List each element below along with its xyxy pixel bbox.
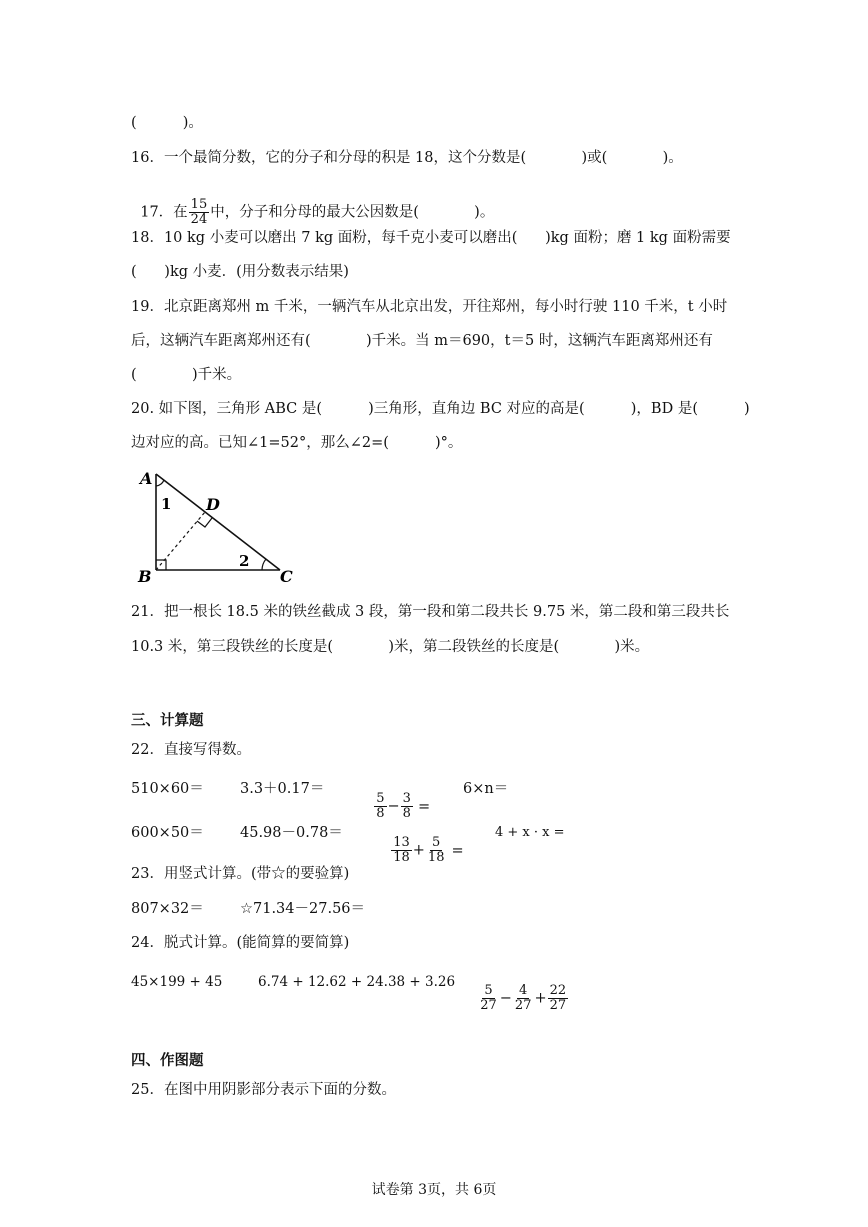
side-ac <box>156 474 280 570</box>
question-19-line3: ( )千米。 <box>131 367 242 383</box>
q22-r1c3-den2: 8 <box>402 806 411 821</box>
question-25: 25．在图中用阴影部分表示下面的分数。 <box>131 1082 396 1098</box>
question-19-line2: 后，这辆汽车距离郑州还有( )千米。当 m＝690，t＝5 时，这辆汽车距离郑州还有 <box>131 333 713 349</box>
angle-label-2: 2 <box>239 552 250 570</box>
q22-r2c3-den2: 18 <box>427 850 445 865</box>
question-20-line1: 20. 如下图，三角形 ABC 是( )三角形，直角边 BC 对应的高是( )，BD 是( ) <box>131 401 750 417</box>
question-21-line2: 10.3 米，第三段铁丝的长度是( )米，第二段铁丝的长度是( )米。 <box>131 639 650 655</box>
q22-r2c3-num2: 5 <box>432 835 441 850</box>
label-c: C <box>280 567 293 586</box>
q17-fraction <box>189 198 210 227</box>
question-20-line2: 边对应的高。已知∠1=52°，那么∠2=( )°。 <box>131 435 463 451</box>
label-d: D <box>206 495 220 514</box>
q24-e3-den1: 27 <box>480 998 497 1013</box>
q24-e3-op1: − <box>499 990 512 1007</box>
label-b: B <box>138 567 152 586</box>
q22-r2c3-num1: 13 <box>393 835 410 850</box>
q22-r2c2: 45.98－0.78＝ <box>240 825 343 841</box>
q22-r2c1: 600×50＝ <box>131 825 204 841</box>
q24-e3-op2: + <box>534 990 547 1007</box>
triangle-diagram <box>130 462 310 586</box>
question-24-title: 24．脱式计算。(能简算的要简算) <box>131 935 350 951</box>
section-4-heading: 四、作图题 <box>131 1052 204 1069</box>
q22-r1c3-den1: 8 <box>376 806 385 821</box>
label-a: A <box>140 469 153 488</box>
q17-numerator: 15 <box>190 197 208 212</box>
q23-expression-1: 807×32＝ <box>131 901 204 917</box>
q24-expression-1: 45×199 + 45 <box>131 974 223 990</box>
section-3-heading: 三、计算题 <box>131 712 204 729</box>
q24-e3-den2: 27 <box>514 998 532 1013</box>
q22-r2c3-eq: = <box>451 842 464 859</box>
q22-r1c2: 3.3＋0.17＝ <box>240 781 325 797</box>
q24-e3-num2: 4 <box>519 983 528 998</box>
q24-e3-den3: 27 <box>549 998 567 1013</box>
q22-r1c3 <box>364 772 430 821</box>
q24-e3-num3: 22 <box>549 983 567 998</box>
q22-r1c4: 6×n＝ <box>463 781 509 797</box>
question-23-title: 23．用竖式计算。(带☆的要验算) <box>131 866 350 882</box>
altitude-bd <box>156 512 205 570</box>
page-footer: 试卷第 3页，共 6页 <box>371 1182 497 1198</box>
q22-r1c3-num1: 5 <box>376 791 385 806</box>
q22-r2c3 <box>381 816 464 865</box>
angle-arc-1 <box>156 480 164 486</box>
q17-suffix: 中，分子和分母的最大公因数是( )。 <box>210 204 495 221</box>
q22-r1c1: 510×60＝ <box>131 781 204 797</box>
q17-prefix: 17．在 <box>140 204 188 221</box>
angle-label-1: 1 <box>161 495 172 513</box>
question-16: 16．一个最简分数，它的分子和分母的积是 18，这个分数是( )或( )。 <box>131 150 683 166</box>
q23-expression-2: ☆71.34－27.56＝ <box>240 901 366 917</box>
q24-e3-num1: 5 <box>484 983 493 998</box>
q22-r2c3-den1: 18 <box>393 850 410 865</box>
q15-tail: ( )。 <box>131 115 203 131</box>
angle-arc-2 <box>262 559 266 570</box>
q17-denominator: 24 <box>190 212 208 227</box>
question-18-line2: ( )kg 小麦．(用分数表示结果) <box>131 264 349 280</box>
q22-r2c3-op: + <box>412 842 425 859</box>
question-18-line1: 18．10 kg 小麦可以磨出 7 kg 面粉，每千克小麦可以磨出( )kg 面粉；磨 1 kg 面粉需要 <box>131 230 731 246</box>
question-17 <box>131 178 494 227</box>
q22-r1c3-op: − <box>387 798 400 815</box>
question-21-line1: 21．把一根长 18.5 米的铁丝截成 3 段，第一段和第二段共长 9.75 米，第二段和第三段共长 <box>131 604 730 620</box>
q22-r1c3-num2: 3 <box>402 791 411 806</box>
q22-r2c4: 4 + x · x = <box>495 825 565 840</box>
question-22-title: 22．直接写得数。 <box>131 742 251 758</box>
q24-expression-3 <box>468 964 569 1013</box>
q22-r1c3-eq: = <box>417 798 431 815</box>
q24-expression-2: 6.74 + 12.62 + 24.38 + 3.26 <box>258 974 456 990</box>
question-19-line1: 19．北京距离郑州 m 千米，一辆汽车从北京出发，开往郑州，每小时行驶 110 千米，t 小时 <box>131 299 728 315</box>
